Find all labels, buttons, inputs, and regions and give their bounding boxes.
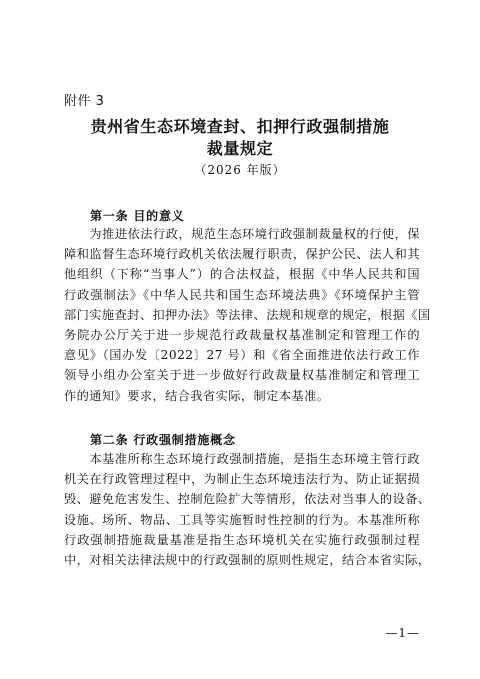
article1-line: 作的通知》要求，结合我省实际，制定本基准。 <box>64 388 330 403</box>
article1-line: 务院办公厅关于进一步规范行政裁量权基准制定和管理工作的 <box>64 327 420 342</box>
article1-line: 他组织（下称“当事人”）的合法权益，根据《中华人民共和国 <box>64 267 420 282</box>
document-title-line1: 贵州省生态环境查封、扣押行政强制措施 <box>90 117 390 136</box>
article2-line: 机关在行政管理过程中，为制止生态环境违法行为、防止证据损 <box>64 472 420 487</box>
article2-line: 中，对相关法律法规中的行政强制的原则性规定，结合本省实际， <box>64 552 431 567</box>
attachment-label: 附件 3 <box>64 94 105 109</box>
article2-paragraph <box>64 449 431 570</box>
article1-line: 部门实施查封、扣押办法》等法律、法规和规章的规定，根据《国 <box>64 307 431 322</box>
article1-line: 领导小组办公室关于进一步做好行政裁量权基准制定和管理工 <box>64 368 420 383</box>
article2-line: 设施、场所、物品、工具等实施暂时性控制的行为。本基准所称 <box>64 512 420 527</box>
page-number: —1— <box>385 626 420 640</box>
article1-line: 障和监督生态环境行政机关依法履行职责，保护公民、法人和其 <box>64 247 420 262</box>
article2-line: 毁、避免危害发生、控制危险扩大等情形，依法对当事人的设备、 <box>64 492 431 507</box>
article1-line: 行政强制法》《中华人民共和国生态环境法典》《环境保护主管 <box>64 287 420 302</box>
edition-label: （2026 年版） <box>194 163 286 177</box>
article1-heading: 第一条 目的意义 <box>90 209 185 223</box>
article2-line: 本基准所称生态环境行政强制措施，是指生态环境主管行政 <box>64 452 420 466</box>
article2-heading: 第二条 行政强制措施概念 <box>90 433 236 447</box>
document-title-line2: 裁量规定 <box>206 139 274 158</box>
article1-paragraph <box>64 224 431 406</box>
article2-line: 行政强制措施裁量基准是指生态环境机关在实施行政强制过程 <box>64 532 420 547</box>
article1-line: 为推进依法行政，规范生态环境行政强制裁量权的行使，保 <box>64 227 420 241</box>
article1-line: 意见》（国办发〔2022〕27 号）和《省全面推进依法行政工作 <box>64 348 420 363</box>
